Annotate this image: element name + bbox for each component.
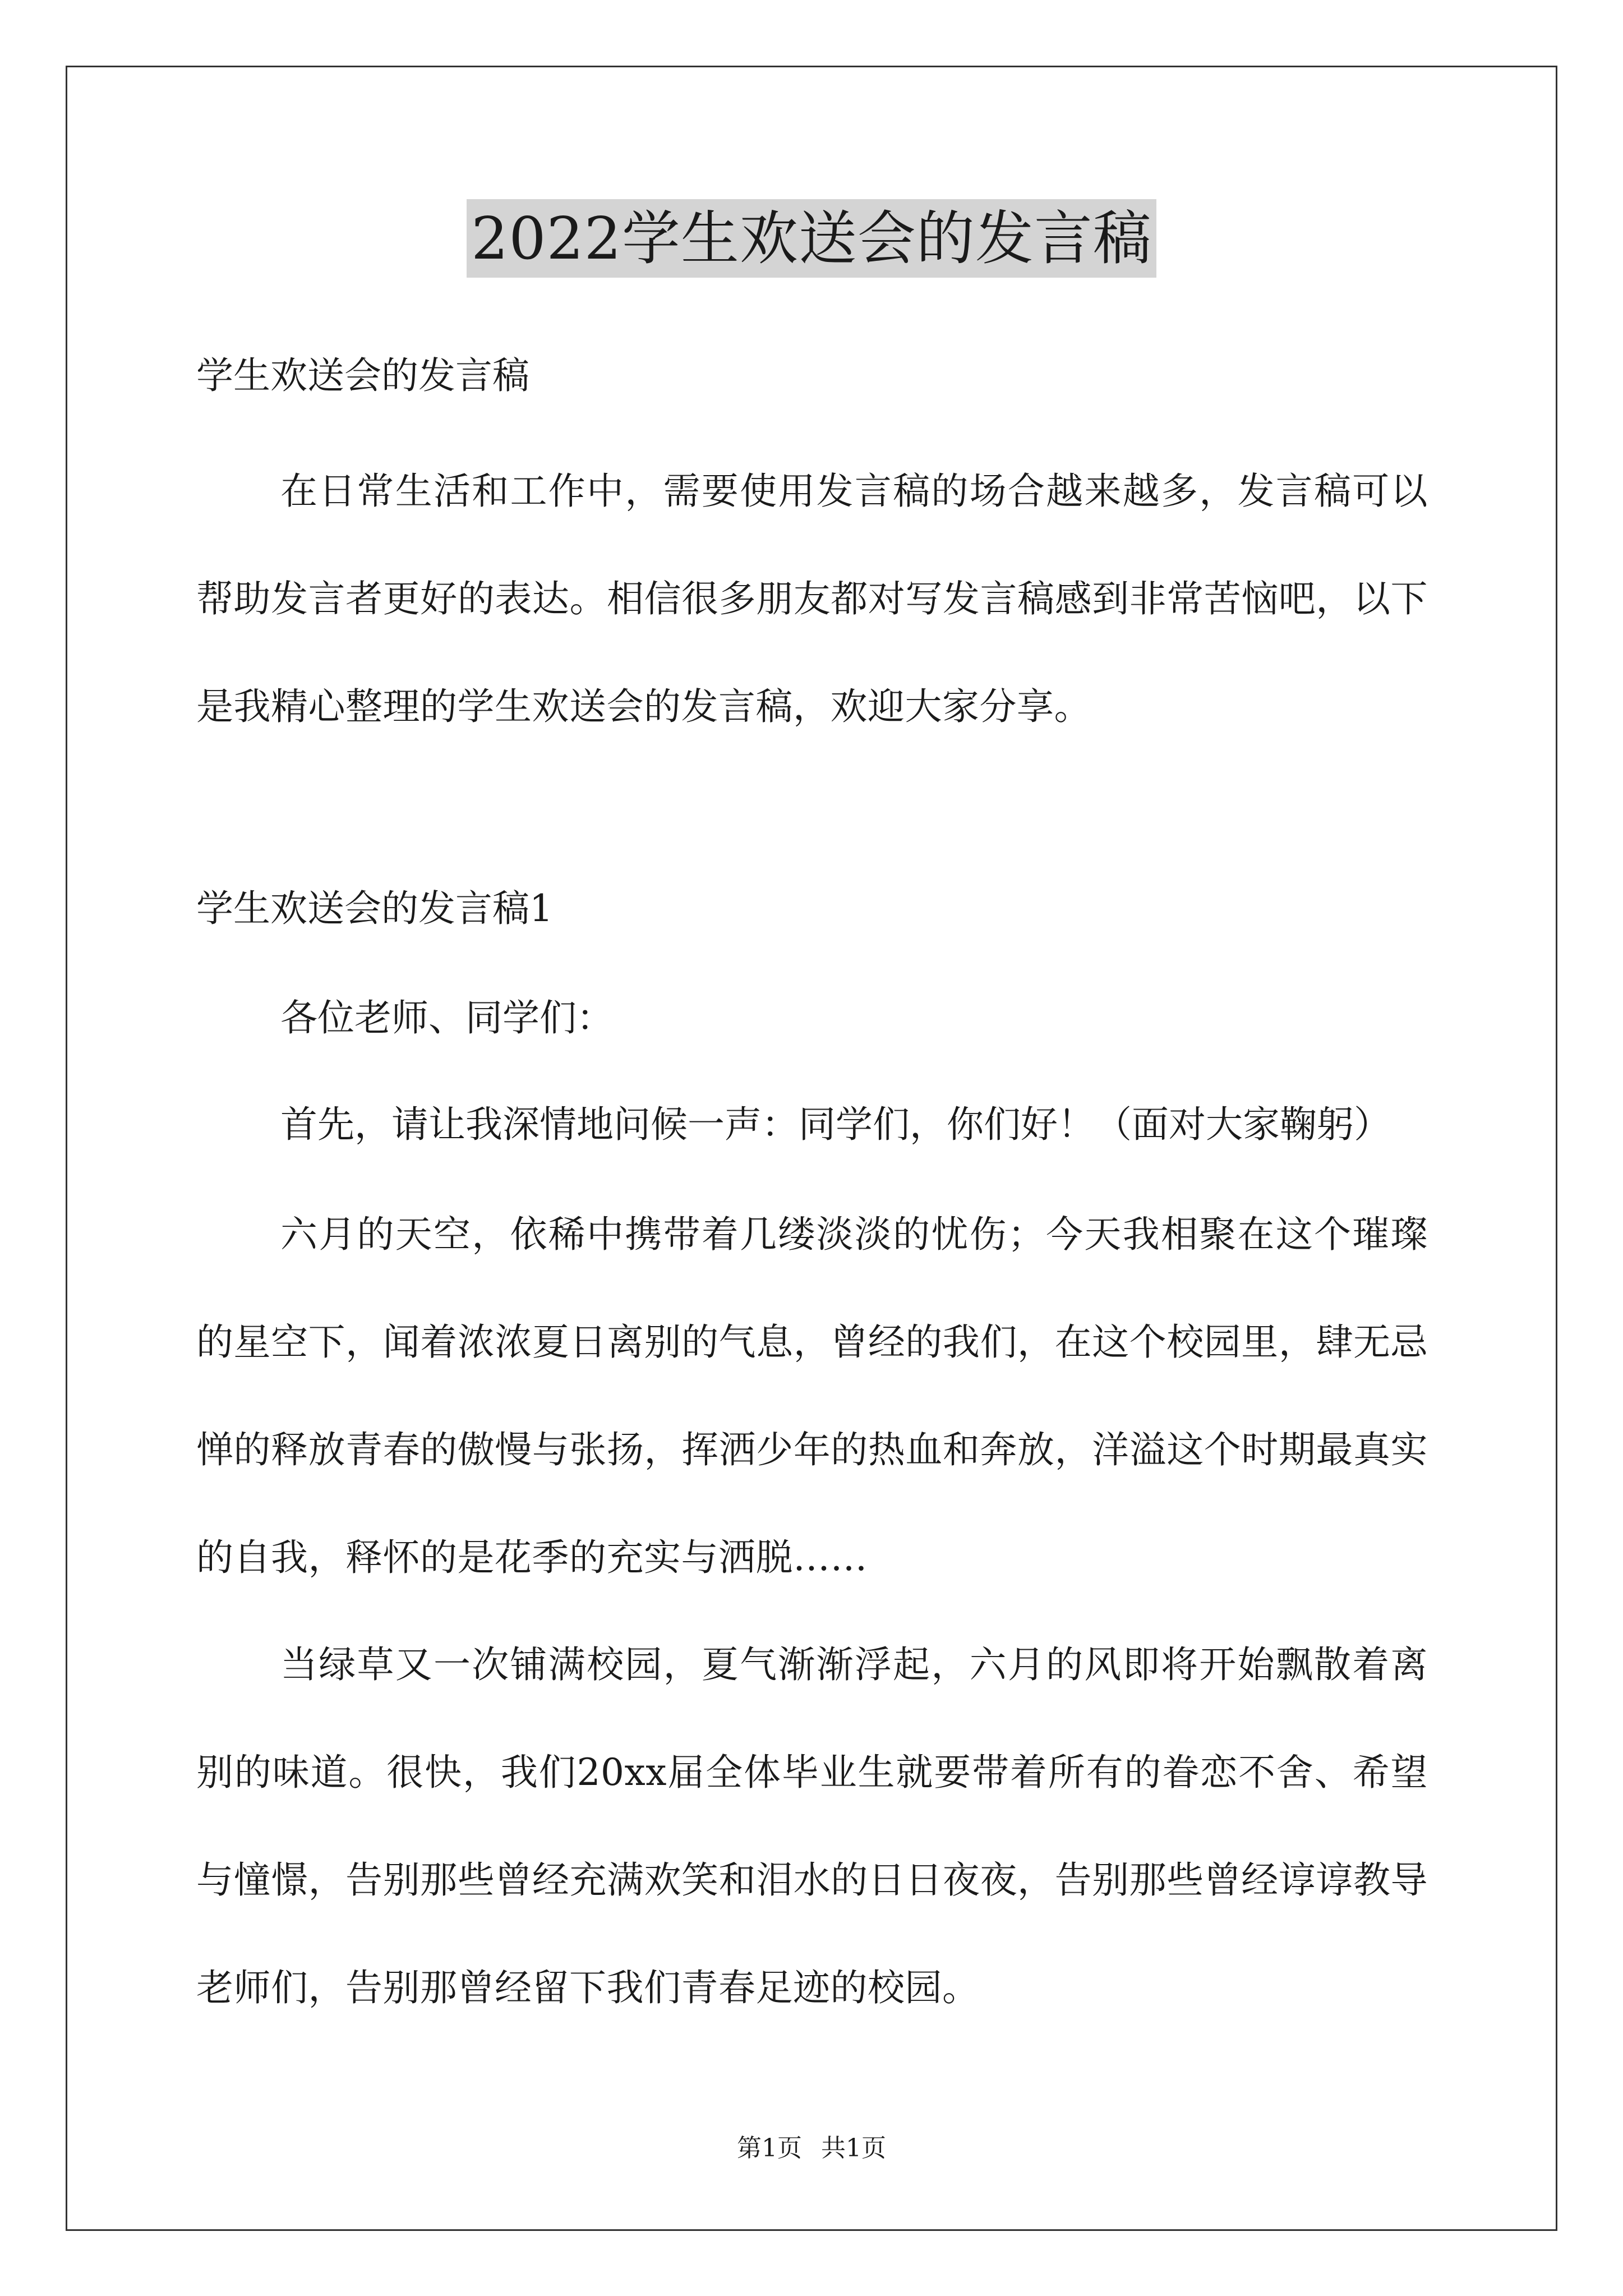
page-number-total: 共1页 xyxy=(821,2134,886,2162)
opening-line: 首先，请让我深情地问候一声：同学们，你们好！（面对大家鞠躬） xyxy=(280,1103,1391,1146)
greeting: 各位老师、同学们： xyxy=(280,996,614,1039)
page-footer xyxy=(0,2132,1623,2165)
paragraph-1: 六月的天空，依稀中携带着几缕淡淡的忧伤；今天我相聚在这个璀璨的星空下，闻着浓浓夏日离别的气息，曾经的我们，在这个校园里，肆无忌惮的释放青春的傲慢与张扬，挥洒少年的热血和奔放，洋溢这个时期最真实的自我，释怀的是花季的充实与洒脱…… xyxy=(196,1213,1428,1579)
page-number-current: 第1页 xyxy=(737,2134,802,2162)
document-title: 2022学生欢送会的发言稿 xyxy=(467,199,1156,278)
paragraph-2: 当绿草又一次铺满校园，夏气渐渐浮起，六月的风即将开始飘散着离别的味道。很快，我们20xx届全体毕业生就要带着所有的眷恋不舍、希望与憧憬，告别那些曾经充满欢笑和泪水的日日夜夜，告别那些曾经谆谆教导老师们，告别那曾经留下我们青春足迹的校园。 xyxy=(196,1643,1428,2009)
document-subtitle: 学生欢送会的发言稿 xyxy=(196,354,529,397)
intro-paragraph: 在日常生活和工作中，需要使用发言稿的场合越来越多，发言稿可以帮助发言者更好的表达。相信很多朋友都对写发言稿感到非常苦恼吧，以下是我精心整理的学生欢送会的发言稿，欢迎大家分享。 xyxy=(196,470,1428,728)
section-heading: 学生欢送会的发言稿1 xyxy=(196,887,553,930)
title-wrap xyxy=(0,199,1623,278)
